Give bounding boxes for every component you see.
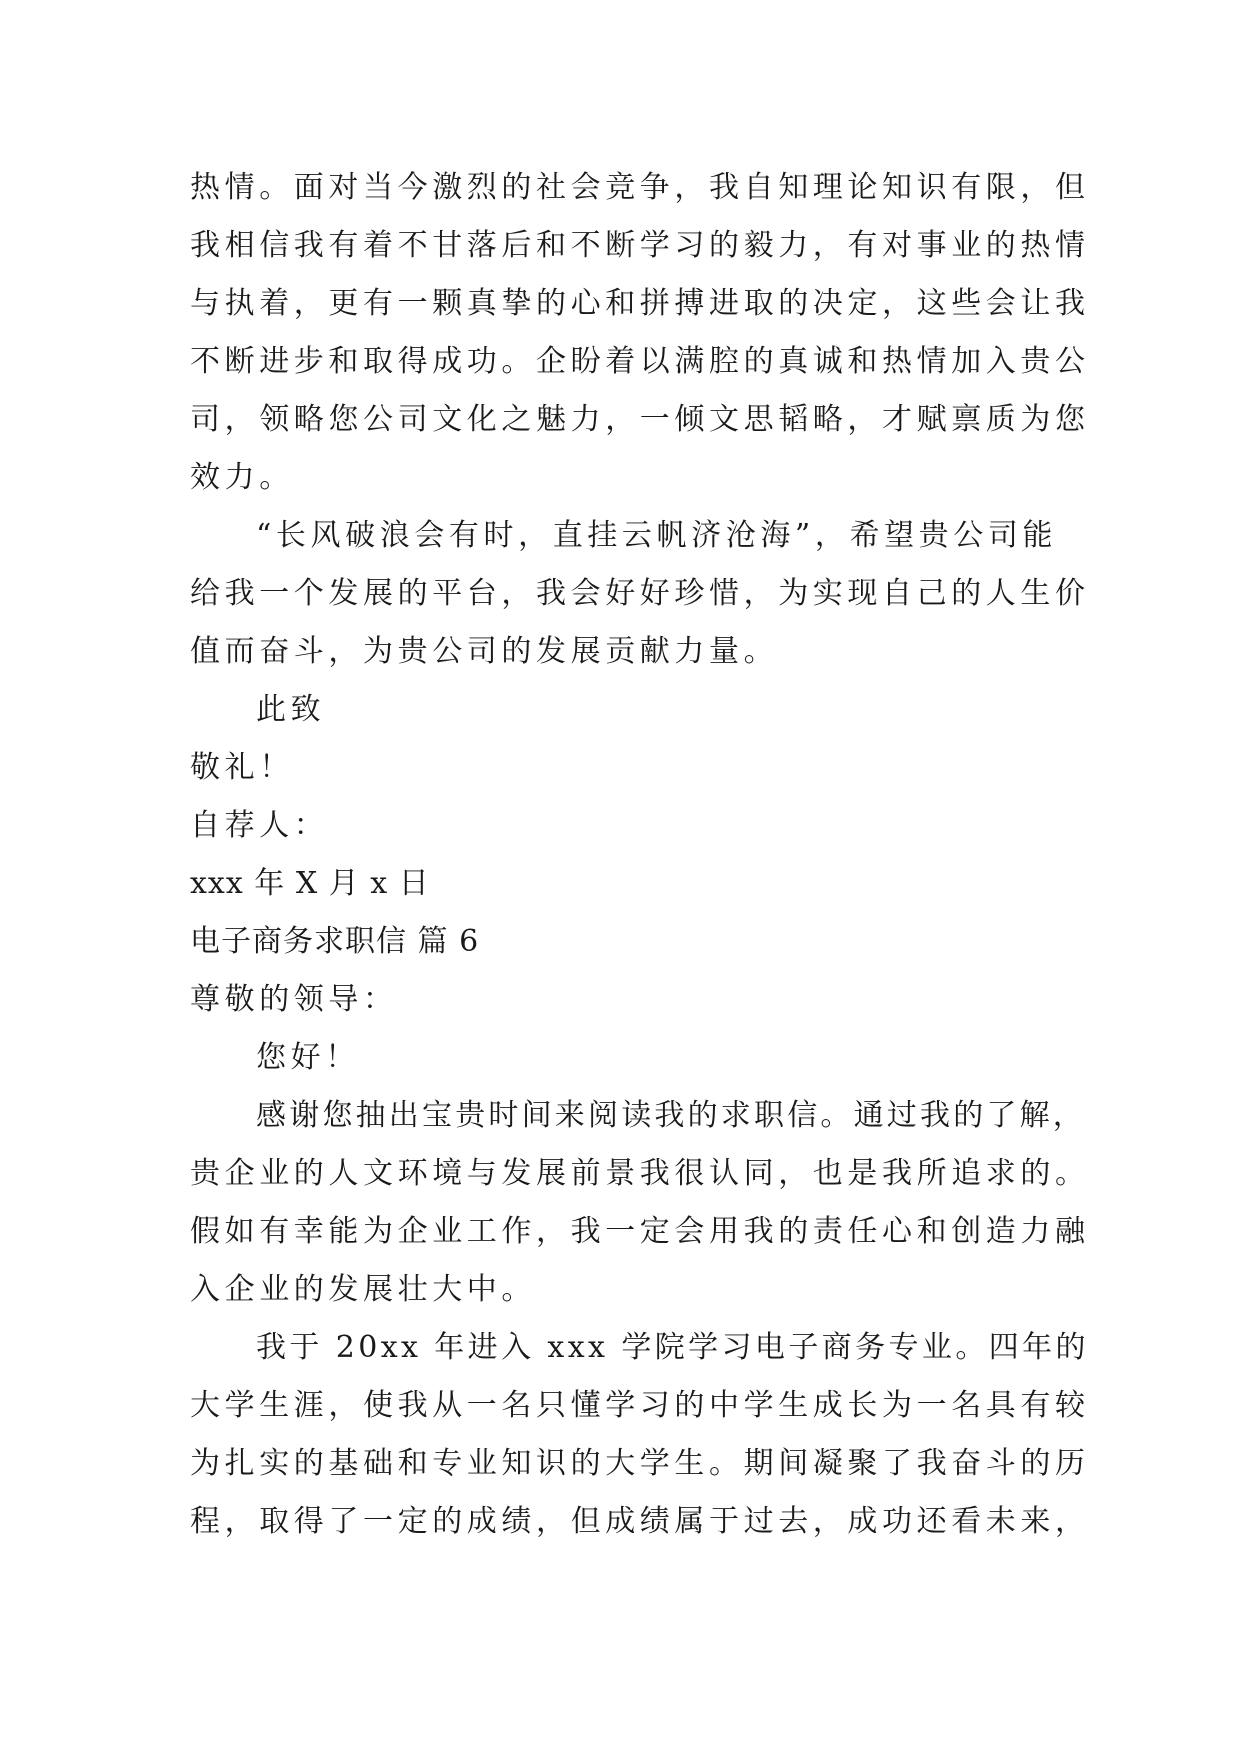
signature-line: 自荐人： [190,808,329,843]
paragraph-line: 与执着，更有一颗真挚的心和拼搏进取的决定，这些会让我 [190,286,1090,321]
greeting-line: 您好！ [256,1040,360,1075]
paragraph-line: 大学生涯，使我从一名只懂学习的中学生成长为一名具有较 [190,1388,1090,1423]
paragraph-line: 入企业的发展壮大中。 [190,1272,536,1307]
paragraph-line: 司，领略您公司文化之魅力，一倾文思韬略，才赋禀质为您 [190,402,1090,437]
paragraph-line: 给我一个发展的平台，我会好好珍惜，为实现自己的人生价 [190,576,1090,611]
greeting-line: 尊敬的领导： [190,982,398,1017]
paragraph-line: 假如有幸能为企业工作，我一定会用我的责任心和创造力融 [190,1214,1090,1249]
paragraph-line: 值而奋斗，为贵公司的发展贡献力量。 [190,634,779,669]
paragraph-line: 程，取得了一定的成绩，但成绩属于过去，成功还看未来， [190,1504,1090,1539]
paragraph-line: 不断进步和取得成功。企盼着以满腔的真诚和热情加入贵公 [190,344,1090,379]
section-heading: 电子商务求职信 篇 6 [190,924,480,959]
paragraph-line: 感谢您抽出宝贵时间来阅读我的求职信。通过我的了解， [256,1098,1086,1133]
paragraph-line: 贵企业的人文环境与发展前景我很认同，也是我所追求的。 [190,1156,1090,1191]
closing-line: 此致 [256,692,326,727]
paragraph-line: 效力。 [190,460,294,495]
salutation-line: 敬礼！ [190,750,294,785]
date-line: xxx 年 X 月 x 日 [190,866,430,901]
paragraph-line: “长风破浪会有时，直挂云帆济沧海”，希望贵公司能 [256,518,1058,553]
paragraph-line: 热情。面对当今激烈的社会竞争，我自知理论知识有限，但 [190,170,1090,205]
paragraph-line: 我于 20xx 年进入 xxx 学院学习电子商务专业。四年的 [256,1330,1089,1365]
paragraph-line: 为扎实的基础和专业知识的大学生。期间凝聚了我奋斗的历 [190,1446,1090,1481]
paragraph-line: 我相信我有着不甘落后和不断学习的毅力，有对事业的热情 [190,228,1090,263]
